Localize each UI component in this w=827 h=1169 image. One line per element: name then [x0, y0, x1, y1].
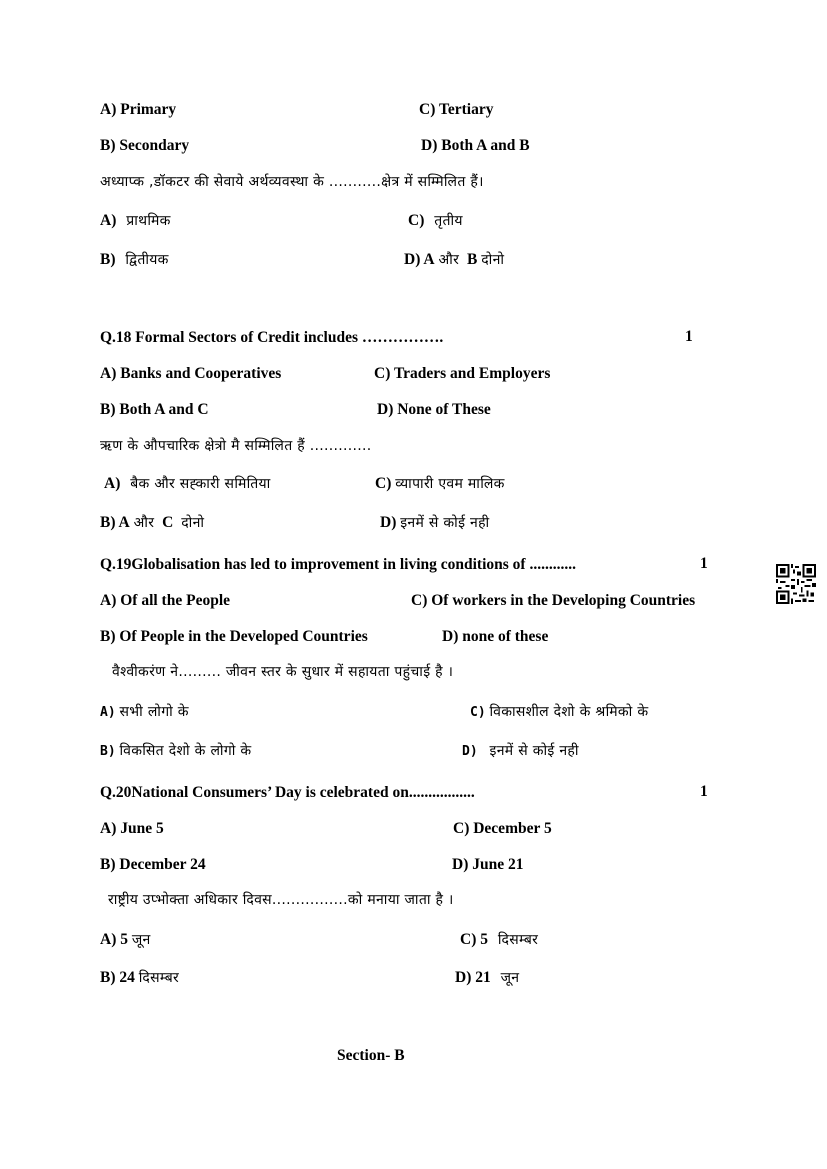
q19-hindi-option-c — [470, 702, 648, 723]
q18-hindi-option-a — [104, 474, 271, 494]
q18-hindi-option-c-label: C) — [375, 475, 392, 492]
q17-option-c: C) Tertiary — [419, 101, 494, 118]
q17-hindi-option-d — [404, 250, 504, 270]
q17-hindi-option-d-text2: दोनो — [481, 252, 505, 268]
q18-question: Q.18 Formal Sectors of Credit includes ……………. — [100, 329, 444, 346]
q19-hindi-option-a — [100, 702, 189, 723]
q19-option-b: B) Of People in the Developed Countries — [100, 628, 368, 645]
q20-hindi-question: राष्ट्रीय उप्भोक्ता अधिकार दिवस................को मनाया जाता है । — [108, 892, 454, 908]
q18-hindi-option-b-label: B) A — [100, 514, 130, 531]
q17-hindi-option-a — [100, 211, 171, 231]
q18-hindi-option-d — [380, 513, 489, 533]
q20-hindi-option-c — [460, 930, 538, 950]
q20-hindi-option-a-label: A) 5 — [100, 931, 128, 948]
q19-hindi-option-c-label: C) — [470, 705, 486, 720]
q20-hindi-option-c-label: C) 5 — [460, 931, 488, 948]
q20-hindi-option-b-label: B) 24 — [100, 969, 135, 986]
q20-hindi-option-b-text: दिसम्बर — [138, 970, 180, 986]
q17-option-a: A) Primary — [100, 101, 177, 118]
q18-hindi-option-d-text: इनमें से कोई नही — [400, 515, 490, 531]
q19-hindi-option-d-text: इनमें से कोई नही — [489, 743, 579, 759]
q20-option-d: D) June 21 — [452, 856, 524, 873]
section-b-heading: Section- B — [337, 1047, 405, 1064]
q17-option-b: B) Secondary — [100, 137, 190, 154]
q18-option-d: D) None of These — [377, 401, 491, 418]
q20-marks: 1 — [700, 783, 708, 800]
q20-hindi-option-d-text: जून — [500, 970, 520, 986]
q19-hindi-option-b — [100, 741, 251, 762]
q17-hindi-option-d-label: D) A — [404, 251, 435, 268]
q18-option-c: C) Traders and Employers — [374, 365, 551, 382]
q17-hindi-option-b-label: B) — [100, 251, 116, 268]
q19-hindi-option-c-text: विकासशील देशो के श्रमिको के — [489, 704, 649, 720]
q18-hindi-option-a-text: बैक और सह्कारी समितिया — [130, 476, 271, 492]
q18-option-b: B) Both A and C — [100, 401, 209, 418]
q17-option-d: D) Both A and B — [421, 137, 530, 154]
q20-hindi-option-d-label: D) 21 — [455, 969, 491, 986]
qr-code-icon — [776, 564, 816, 604]
q18-hindi-option-b-label2: C — [162, 514, 174, 531]
q19-hindi-option-a-text: सभी लोगो के — [119, 704, 189, 720]
q17-hindi-question: अध्याप्क ,डॉकटर की सेवाये अर्थव्यवस्था के ...........क्षेत्र में सम्मिलित हैं। — [100, 174, 484, 190]
q18-option-a: A) Banks and Cooperatives — [100, 365, 282, 382]
q17-hindi-option-d-text: और — [438, 252, 460, 268]
q18-hindi-option-b-text: और — [133, 515, 155, 531]
q18-marks: 1 — [685, 328, 693, 345]
q17-hindi-option-b — [100, 250, 169, 270]
q19-hindi-option-d — [462, 741, 579, 762]
q18-hindi-option-a-label: A) — [104, 475, 121, 492]
q17-hindi-option-c-text: तृतीय — [434, 213, 463, 229]
q19-hindi-question: वैश्वीकरंण ने......... जीवन स्तर के सुधार में सहायता पहुंचाई है । — [112, 664, 454, 680]
q17-hindi-option-c — [408, 211, 463, 231]
q18-hindi-option-b-text2: दोनो — [181, 515, 205, 531]
q20-question: Q.20National Consumers’ Day is celebrated on................. — [100, 784, 475, 801]
q19-hindi-option-b-text: विकसित देशो के लोगो के — [119, 743, 252, 759]
q17-hindi-option-a-text: प्राथमिक — [126, 213, 171, 229]
q18-hindi-question: ऋण के औपचारिक क्षेत्रो मै सम्मिलित हैं ............. — [100, 438, 372, 454]
q19-hindi-option-a-label: A) — [100, 705, 116, 720]
q20-hindi-option-a — [100, 930, 151, 950]
q19-marks: 1 — [700, 555, 708, 572]
q20-hindi-option-c-text: दिसम्बर — [497, 932, 539, 948]
q17-hindi-option-d-label2: B — [466, 251, 478, 268]
q17-hindi-option-b-text: द्वितीयक — [125, 252, 169, 268]
q18-hindi-option-d-label: D) — [380, 514, 397, 531]
q20-hindi-option-a-text: जून — [131, 932, 151, 948]
q19-option-d: D) none of these — [442, 628, 549, 645]
q20-hindi-option-d — [455, 968, 519, 988]
q17-hindi-option-c-label: C) — [408, 212, 425, 229]
q17-hindi-option-a-label: A) — [100, 212, 117, 229]
q20-option-a: A) June 5 — [100, 820, 164, 837]
q19-hindi-option-d-label: D) — [462, 744, 478, 759]
q20-option-c: C) December 5 — [453, 820, 552, 837]
q18-hindi-option-b — [100, 513, 204, 533]
q18-hindi-option-c-text: व्यापारी एवम मालिक — [395, 476, 505, 492]
q19-option-c: C) Of workers in the Developing Countries — [411, 592, 696, 609]
q19-hindi-option-b-label: B) — [100, 744, 116, 759]
q18-hindi-option-c — [375, 474, 505, 494]
q19-question: Q.19Globalisation has led to improvement in living conditions of ............ — [100, 556, 576, 573]
q19-option-a: A) Of all the People — [100, 592, 231, 609]
q20-hindi-option-b — [100, 968, 179, 988]
q20-option-b: B) December 24 — [100, 856, 206, 873]
